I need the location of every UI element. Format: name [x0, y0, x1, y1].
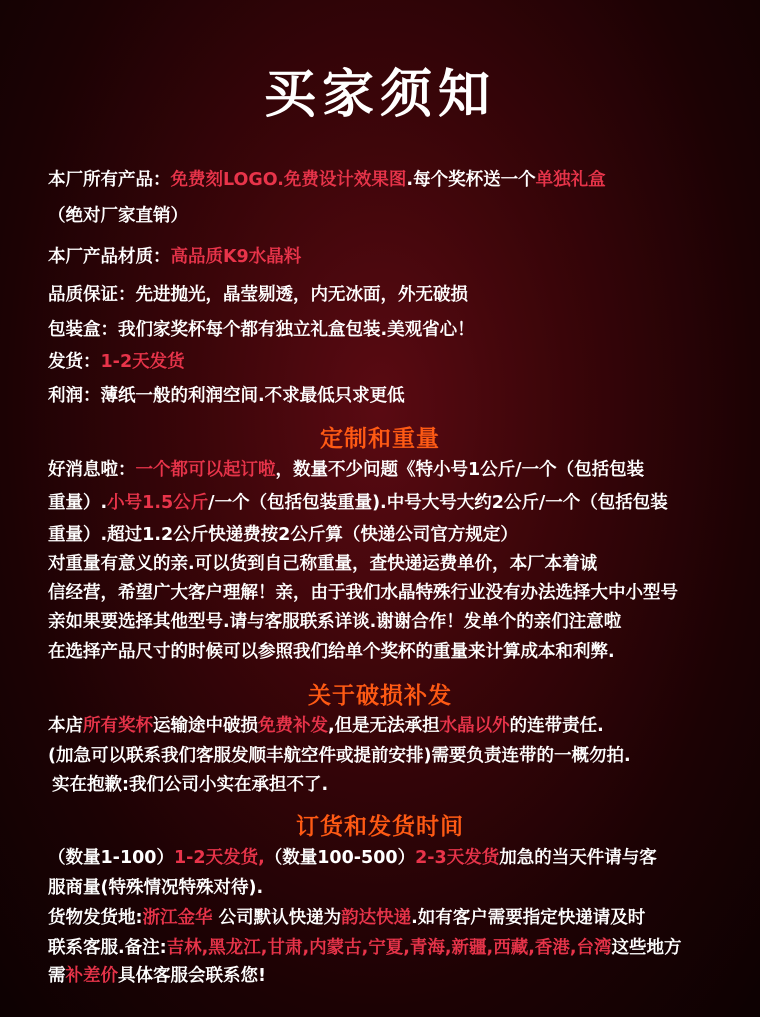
remote-regions: 吉林,黑龙江,甘肃,内蒙古,宁夏,青海,新疆,西藏,香港,台湾 — [166, 938, 612, 958]
all-trophies-text: 所有奖杯 — [83, 716, 153, 736]
except-crystal-text: 水晶以外 — [439, 716, 510, 736]
damage-text-a: 本店 — [48, 716, 83, 736]
order-line-5 — [48, 964, 266, 988]
weight-line-5: 信经营，希望广大客户理解！亲，由于我们水晶特殊行业没有办法选择大中小型号 — [48, 583, 678, 603]
page-title: 买家须知 — [263, 65, 496, 125]
material-label: 本厂产品材质： — [48, 247, 171, 267]
free-reship-text: 免费补发 — [258, 716, 328, 736]
material-line — [48, 245, 301, 269]
weight-line-3: 重量）.超过1.2公斤快递费按2公斤算（快递公司官方规定） — [48, 525, 518, 545]
qty-range-2: （数量100-500） — [264, 848, 416, 868]
damage-line-2: (加急可以联系我们客服发顺丰航空件或提前安排)需要负责连带的一概勿拍. — [48, 746, 631, 766]
damage-line-3: 实在抱歉:我们公司小实在承担不了. — [52, 775, 329, 795]
weight-line-1 — [48, 458, 644, 482]
material-value: 高品质K9水晶料 — [170, 247, 302, 267]
min-order-text: 一个都可以起订啦 — [135, 460, 276, 480]
direct-sale-line: （绝对厂家直销） — [48, 206, 188, 226]
shipping-label: 发货： — [48, 352, 101, 372]
courier-note: .如有客户需要指定快递请及时 — [411, 908, 646, 928]
qty-range-1: （数量1-100） — [48, 848, 174, 868]
need-text: 需 — [48, 966, 66, 986]
damage-heading: 关于破损补发 — [308, 683, 452, 709]
weight-line-6: 亲如果要选择其他型号.请与客服联系详谈.谢谢合作！发单个的亲们注意啦 — [48, 612, 622, 632]
origin-label: 货物发货地: — [48, 908, 143, 928]
order-line-3 — [48, 906, 645, 930]
gift-box-text: 单独礼盒 — [535, 170, 606, 190]
weight-line-2 — [48, 491, 668, 515]
courier-label: 公司默认快递为 — [212, 908, 342, 928]
free-logo-text: 免费刻LOGO.免费设计效果图 — [170, 170, 407, 190]
remark-label: 联系客服.备注: — [48, 938, 167, 958]
weight-text-2c: /一个（包括包装重量).中号大号大约2公斤/一个（包括包装 — [208, 493, 668, 513]
good-news-label: 好消息啦： — [48, 460, 136, 480]
courier-value: 韵达快递 — [341, 908, 412, 928]
packaging-line: 包装盒：我们家奖杯每个都有独立礼盒包装.美观省心！ — [48, 320, 475, 340]
quality-line: 品质保证：先进抛光，晶莹剔透，内无冰面，外无破损 — [48, 285, 468, 305]
custom-weight-heading: 定制和重量 — [320, 426, 440, 452]
regions-suffix: 这些地方 — [611, 938, 682, 958]
contact-text: 具体客服会联系您! — [118, 966, 266, 986]
profit-line: 利润：薄纸一般的利润空间.不求最低只求更低 — [48, 386, 405, 406]
damage-text-e: ,但是无法承担 — [328, 716, 440, 736]
shipping-value: 1-2天发货 — [100, 352, 185, 372]
ship-time-1: 1-2天发货, — [173, 848, 265, 868]
shipping-line — [48, 350, 185, 374]
damage-line-1 — [48, 714, 604, 738]
surcharge-text: 补差价 — [65, 966, 118, 986]
damage-text-c: 运输途中破损 — [153, 716, 258, 736]
small-size-text: 小号1.5公斤 — [107, 493, 209, 513]
ship-time-2: 2-3天发货 — [415, 848, 500, 868]
weight-line-4: 对重量有意义的亲.可以货到自己称重量，查快递运费单价，本厂本着诚 — [48, 554, 598, 574]
weight-line-7: 在选择产品尺寸的时候可以参照我们给单个奖杯的重量来计算成本和利弊. — [48, 642, 615, 662]
origin-value: 浙江金华 — [142, 908, 213, 928]
order-line-2: 服商量(特殊情况特殊对待). — [48, 878, 264, 898]
weight-text-1: ，数量不少问题《特小号1公斤/一个（包括包装 — [275, 460, 645, 480]
order-line-1 — [48, 846, 657, 870]
gift-text: .每个奖杯送一个 — [406, 170, 536, 190]
products-line — [48, 168, 606, 192]
order-line-4 — [48, 936, 682, 960]
products-label: 本厂所有产品： — [48, 170, 171, 190]
order-time-heading: 订货和发货时间 — [296, 814, 464, 840]
weight-text-2a: 重量）. — [48, 493, 108, 513]
damage-text-g: 的连带责任. — [509, 716, 604, 736]
urgent-text: 加急的当天件请与客 — [499, 848, 657, 868]
